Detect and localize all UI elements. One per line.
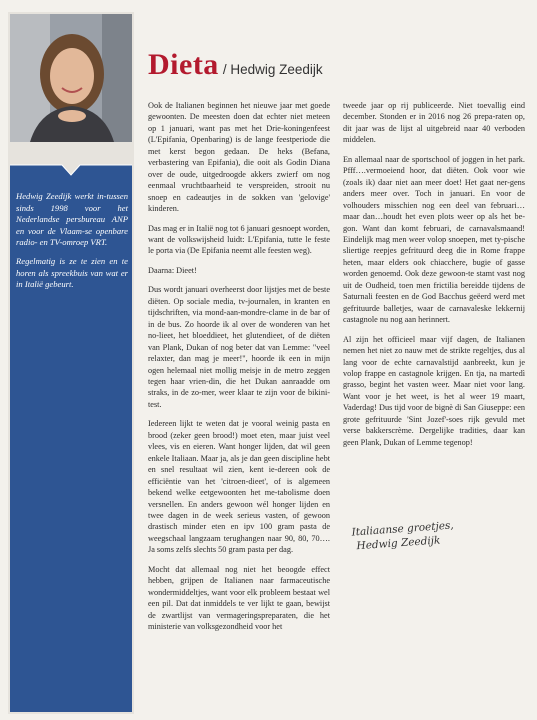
paragraph: Das mag er in Italië nog tot 6 januari gesnoept worden, want de volkswijsheid luidt: L'Epifania, tutte le feste le porta via (De Epifania neemt alle feesten weg). bbox=[148, 223, 330, 256]
box-notch bbox=[10, 155, 132, 177]
paragraph: Iedereen lijkt te weten dat je vooral weinig pasta en brood (zeker geen brood!) moet eten, maar juist veel vlees, vis en eieren. Want honger lijden, dat wil geen enkele Italiaan. Maar ja, als je dan geen discipline hebt en snel resultaat wil zien, kent ie-dereen ook de efficiëntie van het 'citroen-dieet', of is algemeen bekend welke eetgewoonten het me-tabolisme doen versnellen. En anders gewoon wél honger lijden en twee dagen in de week serieus vasten, of gewoon drastisch minder eten en ipv 100 gram pasta de weegschaal langzaam terughangen naar 90, 80, 70…. Ja soms zelfs slechts 50 gram pasta per dag. bbox=[148, 419, 330, 555]
author-photo bbox=[10, 14, 132, 142]
signature bbox=[351, 518, 455, 553]
signature-name: Hedwig Zeedijk bbox=[356, 534, 441, 553]
paragraph: tweede jaar op rij publiceerde. Niet toevallig eind december. Stonden er in 2016 nog 26 prepa-raten op, dit jaar was de lijst al uitgebreid naar 40 verboden middelen. bbox=[343, 101, 525, 145]
bio-box bbox=[10, 155, 132, 712]
article-header bbox=[148, 48, 528, 82]
article-byline: / Hedwig Zeedijk bbox=[222, 62, 323, 77]
portrait-image bbox=[10, 14, 132, 142]
paragraph: Al zijn het officieel maar vijf dagen, de Italianen nemen het niet zo nauw met de strikte regeltjes, dus al lang voor de echte carnavalstijd aanbreekt, kun je volop frappe en castagnole krijgen. En tja, na martedì grasso, begint het vasten weer. Maar niet voor lang. Want voor je het weet, is het al weer 19 maart, Vaderdag! Dus tijd voor de bignè di San Giuseppe: een grote gefrituurde 'Sint Jozef'-soes rijk gevuld met verse bakkerscrème. Dergelijke tradities, daar kan geen Plank, Dukan of Lemme tegenop! bbox=[343, 334, 525, 447]
signature-line: Italiaanse groetjes, bbox=[351, 519, 455, 539]
paragraph: En allemaal naar de sportschool of joggen in het park. Pfff….vermoeiend hoor, dat diëten. Ook voor wie (zoals ik) daar niet aan meer doet! Het gaat ner-gens anders meer over. Toch in januari. En voor de volhouders misschien nog een deel van februari… maar dan…houdt het even plots weer op als het be-gon. Want dan komt februari, de carnavalsmaand! Eindelijk mag men weer volop snoepen, met ty-pische sliertige reepjes gefrituurd deeg die in Rome frappe heten, maar elders ook chiacchere, bugie of gasse worden genoemd. Ook deze gewoon-te stamt vast nog uit de Oudheid, toen men frictilia bereidde tijdens de Saturnali feesten en de God Bacchus geëerd werd met gefrituurde balletjes, waar de carnavaleske lekkernij castagnole nu nog aan herinnert. bbox=[343, 154, 525, 325]
paragraph: Mocht dat allemaal nog niet het beoogde effect hebben, grijpen de Italianen naar farmaceutische wondermiddeltjes, want voor elk probleem bestaat wel een pil. Dat dat inmiddels te ver lijkt te gaan, bewijst de zwartlijst van vermageringspreparaten, die het ministerie van volksgezondheid voor het bbox=[148, 564, 330, 632]
paragraph: Dus wordt januari overheerst door lijstjes met de beste diëten. Op sociale media, tv-journalen, in kranten en tijdschriften, via mond-aan-mondre-clame in de bar of in de bus. Zo hoorde ik al over de wonderen van het no-lieet, het bloeddieet, het glutendieet, of de diëten van Plank, Dukan of nog beter dat van Lemme: "veel relaxter, dan mag je meer!", hoorde ik een in mijn ogen helemaal niet mollig meisje in de metro zeggen tegen haar vrien-din, die het Dukan aanraadde om straks, in de zo-mer, weer klaar te zijn voor de bikini-test. bbox=[148, 285, 330, 409]
bio-paragraph: Regelmatig is ze te zien en te horen als spreekbuis van wat er in Italië gebeurt. bbox=[16, 255, 128, 290]
bio-paragraph: Hedwig Zeedijk werkt in-tussen sinds 1998 voor het Nederlandse persbureau ANP en voor de Vlaam-se openbare radio- en TV-omroep VRT. bbox=[16, 191, 128, 248]
paragraph: Daarna: Dieet! bbox=[148, 265, 197, 275]
article-title: Dieta bbox=[148, 48, 219, 81]
author-bio bbox=[16, 191, 128, 298]
article-column-1 bbox=[148, 100, 330, 640]
article-column-2 bbox=[343, 100, 525, 456]
paragraph: Ook de Italianen beginnen het nieuwe jaar met goede gewoonten. De meesten doen dat echter niet meteen op 1 januari, want pas met het Drie-koningenfeest (L'Epifania, Openbaring) is de lange feestperiode die met kerst begon gedaan. De heks (Befana, verbastering van Epifania), die ooit als Godin Diana over de oude, uitgedroogde akkers zwierf om nog eenmaal vruchtbaarheid te verspreiden, strooit nu snoep en cadeautjes in de sokken van 'gelovige' kinderen. bbox=[148, 101, 330, 214]
